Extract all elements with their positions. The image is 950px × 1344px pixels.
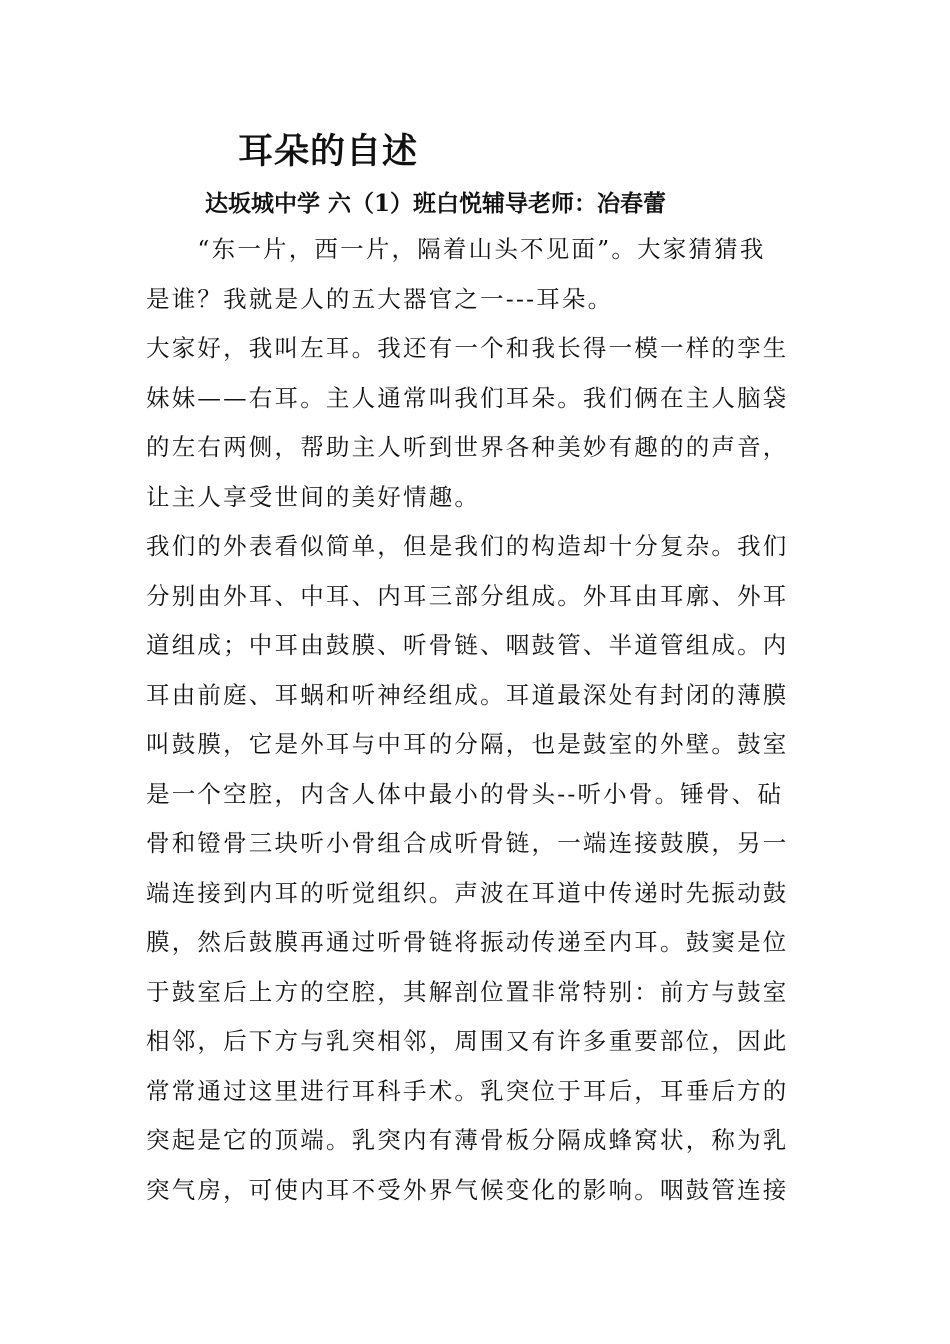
page-title: 耳朵的自述 [238,131,419,172]
text-line: 膜，然后鼓膜再通过听骨链将振动传递至内耳。鼓窦是位 [146,928,789,956]
text-line: 大家好，我叫左耳。我还有一个和我长得一模一样的孪生 [146,334,789,362]
text-line: 是一个空腔，内含人体中最小的骨头--听小骨。锤骨、砧 [146,779,784,808]
text-line: 的左右两侧，帮助主人听到世界各种美妙有趣的的声音， [146,433,789,461]
text-line: 耳由前庭、耳蜗和听神经组成。耳道最深处有封闭的薄膜 [146,680,789,709]
author-line: 达坂城中学 六（1）班白悦辅导老师：冶春蕾 [205,190,667,217]
text-line: 我们的外表看似简单，但是我们的构造却十分复杂。我们 [146,532,789,560]
text-line: 妹妹——右耳。主人通常叫我们耳朵。我们俩在主人脑袋 [146,383,789,412]
text-line: 是谁？我就是人的五大器官之一---耳朵。 [146,284,614,313]
text-line: 端连接到内耳的听觉组织。声波在耳道中传递时先振动鼓 [146,878,789,907]
text-line: 常常通过这里进行耳科手术。乳突位于耳后，耳垂后方的 [146,1076,789,1105]
text-line: 相邻，后下方与乳突相邻，周围又有许多重要部位，因此 [146,1027,789,1055]
text-line: 让主人享受世间的美好情趣。 [146,482,481,511]
text-line: 叫鼓膜，它是外耳与中耳的分隔，也是鼓室的外壁。鼓室 [146,730,789,758]
text-line: 突起是它的顶端。乳突内有薄骨板分隔成蜂窝状，称为乳 [146,1126,789,1154]
text-line: “东一片，西一片，隔着山头不见面”。大家猜猜我 [146,235,766,263]
essay-body [146,225,806,1215]
text-line: 骨和镫骨三块听小骨组合成听骨链，一端连接鼓膜，另一 [146,829,789,857]
text-line: 于鼓室后上方的空腔，其解剖位置非常特别：前方与鼓室 [146,977,789,1006]
text-line: 分别由外耳、中耳、内耳三部分组成。外耳由耳廓、外耳 [146,581,789,610]
text-line: 道组成；中耳由鼓膜、听骨链、咽鼓管、半道管组成。内 [146,631,789,659]
text-line: 突气房，可使内耳不受外界气候变化的影响。咽鼓管连接 [146,1175,789,1204]
